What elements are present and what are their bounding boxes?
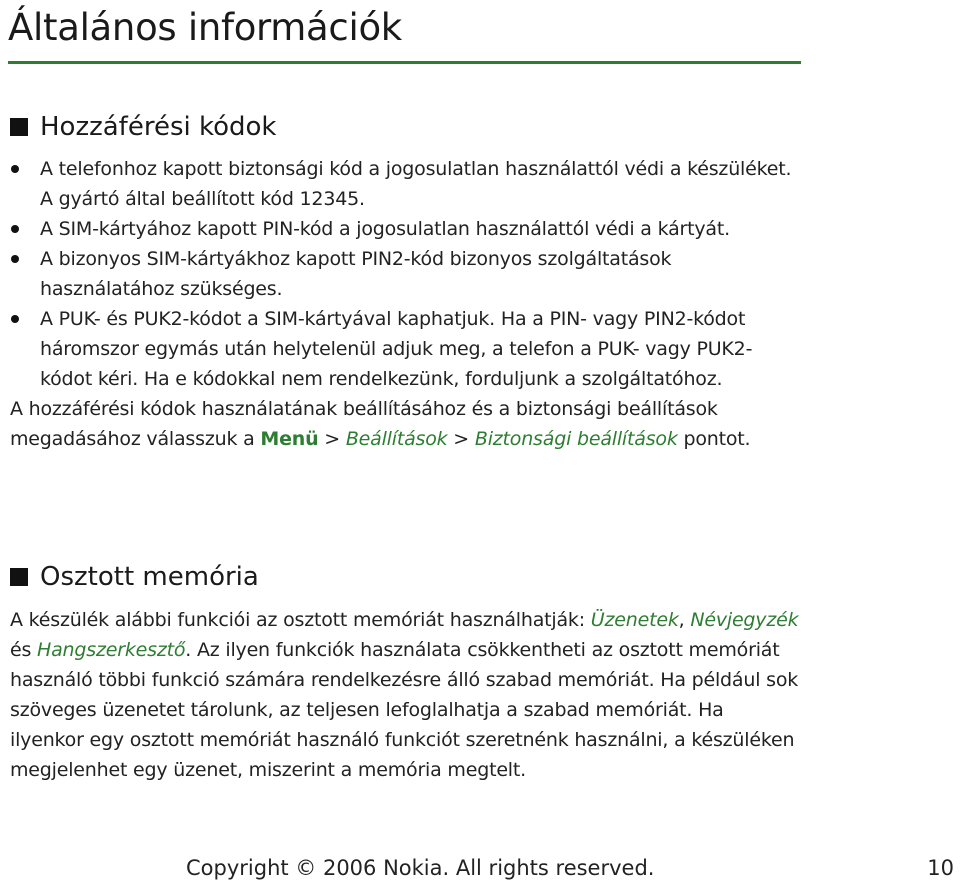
- bullet-dot-icon: [11, 225, 19, 233]
- separator: >: [318, 428, 346, 450]
- voice-recorder-link[interactable]: Hangszerkesztő: [37, 639, 186, 661]
- paragraph-text: és: [10, 639, 38, 661]
- section-heading-access-codes: [10, 112, 277, 142]
- paragraph-text: A készülék alábbi funkciói az osztott memóriát használhatják:: [10, 609, 591, 631]
- paragraph-text: . Az ilyen funkciók használata csökkentheti az osztott memóriát használó többi funkció számára rendelkezésre álló szabad memóriát. Ha például sok szöveges üzenetet tárolunk, az teljesen lefoglalhatja a szabad memóriát. Ha ilyenkor egy osztott memóriát használó funkciót szeretnénk használni, a készüléken megjelenhet egy üzenet, miszerint a memória megtelt.: [10, 639, 799, 781]
- separator: >: [447, 428, 475, 450]
- square-bullet-icon: [10, 118, 28, 136]
- page-title: Általános információk: [8, 6, 402, 49]
- menu-link[interactable]: Menü: [260, 428, 319, 450]
- settings-link[interactable]: Beállítások: [345, 428, 448, 450]
- list-item: [10, 214, 800, 244]
- footer-copyright: Copyright © 2006 Nokia. All rights reserved.: [186, 856, 655, 880]
- paragraph-text: ,: [678, 609, 685, 631]
- list-item: [10, 154, 800, 214]
- paragraph-text: pontot.: [677, 428, 751, 450]
- shared-memory-content: [10, 605, 800, 785]
- list-item: [10, 304, 800, 394]
- section-heading-label: Osztott memória: [40, 562, 259, 592]
- section-heading-shared-memory: [10, 562, 259, 592]
- page-number: 10: [927, 856, 954, 880]
- square-bullet-icon: [10, 568, 28, 586]
- paragraph-text: A hozzáférési kódok használatának beállításához és a biztonsági beállítások megadásához válasszuk a: [10, 398, 718, 450]
- list-item-text: A PUK- és PUK2-kódot a SIM-kártyával kaphatjuk. Ha a PIN- vagy PIN2-kódot háromszor egymás után helytelenül adjuk meg, a telefon a PUK- vagy PUK2-kódot kéri. Ha e kódokkal nem rendelkezünk, forduljunk a szolgáltatóhoz.: [40, 308, 753, 390]
- title-divider: [8, 61, 801, 64]
- shared-memory-paragraph: [10, 605, 800, 785]
- list-item: [10, 244, 800, 304]
- contacts-link[interactable]: Névjegyzék: [690, 609, 799, 631]
- bullet-dot-icon: [11, 315, 19, 323]
- list-item-text: A telefonhoz kapott biztonsági kód a jogosulatlan használattól védi a készüléket. A gyártó által beállított kód 12345.: [40, 158, 792, 210]
- bullet-dot-icon: [11, 165, 19, 173]
- list-item-text: A bizonyos SIM-kártyákhoz kapott PIN2-kód bizonyos szolgáltatások használatához szükséges.: [40, 248, 672, 300]
- messages-link[interactable]: Üzenetek: [590, 609, 679, 631]
- section-heading-label: Hozzáférési kódok: [40, 112, 277, 142]
- security-settings-link[interactable]: Biztonsági beállítások: [474, 428, 678, 450]
- access-codes-content: [10, 154, 800, 454]
- list-item-text: A SIM-kártyához kapott PIN-kód a jogosulatlan használattól védi a kártyát.: [40, 218, 730, 240]
- access-codes-list: [10, 154, 800, 394]
- access-codes-paragraph: [10, 394, 800, 454]
- bullet-dot-icon: [11, 255, 19, 263]
